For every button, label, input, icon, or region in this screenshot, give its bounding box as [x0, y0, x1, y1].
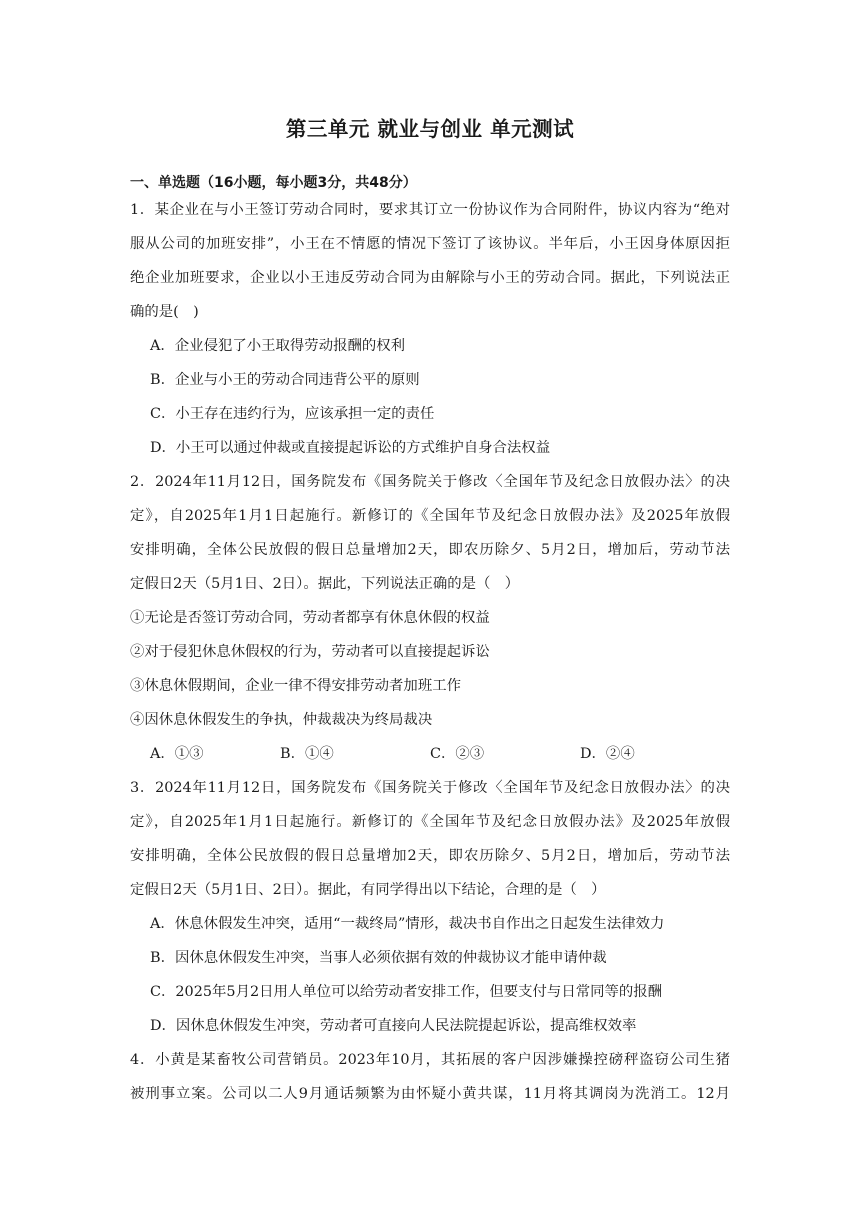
q3-option-a: A．休息休假发生冲突，适用“一裁终局”情形，裁决书自作出之日起发生法律效力 — [150, 916, 665, 932]
q2-stem-line-2: 定》，自2025年1月1日起施行。新修订的《全国年节及纪念日放假办法》及2025年放假 — [130, 508, 730, 524]
q2-option-b: B．①④ — [280, 746, 334, 762]
q3-stem-line-2: 定》，自2025年1月1日起施行。新修订的《全国年节及纪念日放假办法》及2025年放假 — [130, 814, 730, 830]
q2-statement-1: ①无论是否签订劳动合同，劳动者都享有休息休假的权益 — [130, 610, 490, 626]
q1-stem-line-1: 1．某企业在与小王签订劳动合同时，要求其订立一份协议作为合同附件，协议内容为“绝对 — [130, 202, 730, 218]
q1-option-d: D．小王可以通过仲裁或直接提起诉讼的方式维护自身合法权益 — [150, 440, 551, 456]
q1-stem-line-2: 服从公司的加班安排”，小王在不情愿的情况下签订了该协议。半年后，小王因身体原因拒 — [130, 236, 730, 252]
q2-option-a: A．①③ — [150, 746, 204, 762]
q4-stem-line-1: 4．小黄是某畜牧公司营销员。2023年10月，其拓展的客户因涉嫌操控磅秤盗窃公司生猪 — [130, 1052, 730, 1068]
q2-statement-3: ③休息休假期间，企业一律不得安排劳动者加班工作 — [130, 678, 461, 694]
q3-stem-line-4: 定假日2天（5月1日、2日）。据此，有同学得出以下结论，合理的是（ ） — [130, 882, 606, 898]
q3-stem-line-1: 3．2024年11月12日，国务院发布《国务院关于修改〈全国年节及纪念日放假办法〉的决 — [130, 780, 730, 796]
q2-stem-line-4: 定假日2天（5月1日、2日）。据此，下列说法正确的是（ ） — [130, 576, 520, 592]
q3-stem-line-3: 安排明确，全体公民放假的假日总量增加2天，即农历除夕、5月2日，增加后，劳动节法 — [130, 848, 730, 864]
q2-statement-2: ②对于侵犯休息休假权的行为，劳动者可以直接提起诉讼 — [130, 644, 490, 660]
q2-stem-line-1: 2．2024年11月12日，国务院发布《国务院关于修改〈全国年节及纪念日放假办法〉的决 — [130, 474, 730, 490]
q1-stem-line-3: 绝企业加班要求，企业以小王违反劳动合同为由解除与小王的劳动合同。据此，下列说法正 — [130, 270, 730, 286]
q4-stem-line-2: 被刑事立案。公司以二人9月通话频繁为由怀疑小黄共谋，11月将其调岗为洗消工。12月 — [130, 1086, 730, 1102]
q1-option-b: B．企业与小王的劳动合同违背公平的原则 — [150, 372, 420, 388]
q1-stem-line-4: 确的是( ) — [130, 304, 199, 320]
q2-option-d: D．②④ — [580, 746, 635, 762]
q2-option-c: C．②③ — [430, 746, 485, 762]
q3-option-c: C．2025年5月2日用人单位可以给劳动者安排工作，但要支付与日常同等的报酬 — [150, 984, 663, 1000]
q3-option-b: B．因休息休假发生冲突，当事人必须依据有效的仲裁协议才能申请仲裁 — [150, 950, 607, 966]
q2-stem-line-3: 安排明确，全体公民放假的假日总量增加2天，即农历除夕、5月2日，增加后，劳动节法 — [130, 542, 730, 558]
document-title: 第三单元 就业与创业 单元测试 — [285, 117, 575, 141]
q1-option-c: C．小王存在违约行为，应该承担一定的责任 — [150, 406, 435, 422]
q2-statement-4: ④因休息休假发生的争执，仲裁裁决为终局裁决 — [130, 712, 433, 728]
q3-option-d: D．因休息休假发生冲突，劳动者可直接向人民法院提起诉讼，提高维权效率 — [150, 1018, 637, 1034]
section-heading: 一、单选题（16小题，每小题3分，共48分） — [130, 175, 417, 191]
q1-option-a: A．企业侵犯了小王取得劳动报酬的权利 — [150, 338, 406, 354]
